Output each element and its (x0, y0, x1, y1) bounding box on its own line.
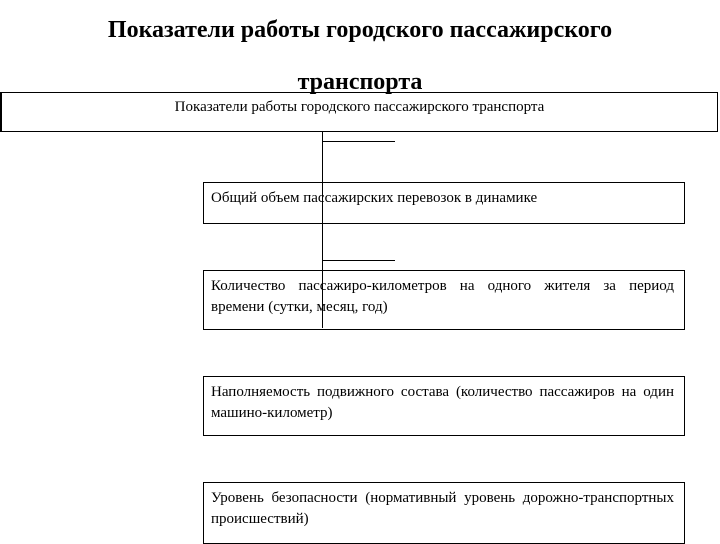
indicator-label: Общий объем пассажирских перевозок в динамике (211, 190, 538, 206)
branch-connector-1 (322, 141, 395, 142)
branch-connector-2 (322, 260, 395, 261)
slide-title-line-1: Показатели работы городского пассажирского (107, 17, 613, 43)
indicator-label: Наполняемость подвижного состава (количество пассажиров на один машино-километр) (211, 384, 674, 421)
indicator-label: Уровень безопасности (нормативный уровень дорожно-транспортных происшествий) (211, 490, 674, 527)
indicator-box-passenger-volume (203, 182, 685, 224)
root-indicator-label: Показатели работы городского пассажирского транспорта (174, 99, 545, 115)
indicator-box-occupancy (203, 376, 685, 436)
indicator-label: Количество пассажиро-километров на одного жителя за период времени (сутки, месяц, год) (211, 278, 674, 315)
slide-title-line-2: транспорта (297, 69, 423, 95)
indicator-box-passenger-km (203, 270, 685, 330)
indicator-box-safety (203, 482, 685, 544)
root-indicator-box (0, 92, 718, 132)
